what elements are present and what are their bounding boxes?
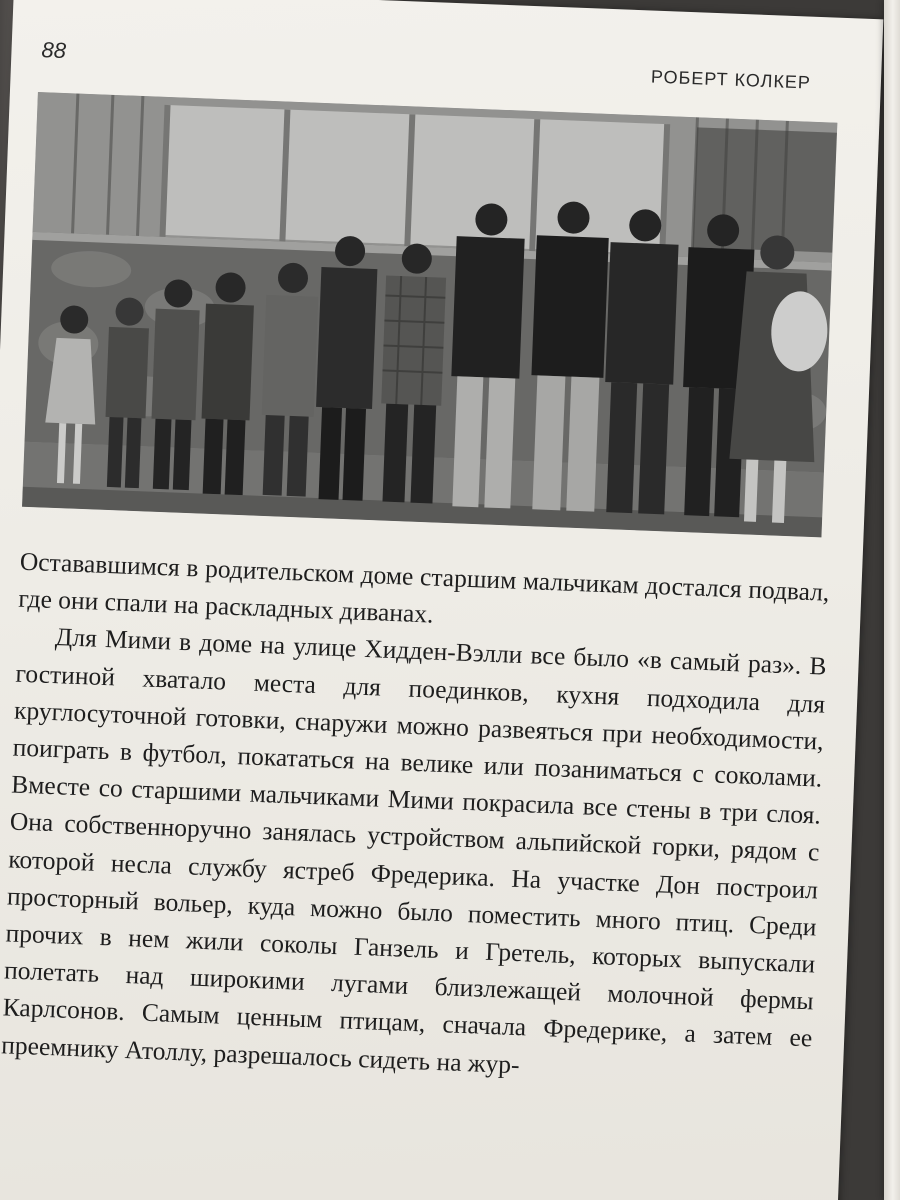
page-edge <box>884 0 900 1200</box>
paragraph-2: Для Мими в доме на улице Хидден-Вэлли все было «в самый раз». В гостиной хватало места для поединков, кухня подходила для круглосуточной готовки, снаружи можно развеяться при необходимости, поиграть в футбол, покататься на велике или позаниматься с соколами. Вместе со старшими мальчиками Мими покрасила все стены в три слоя. Она собственноручно занялась устройством альпийской горки, рядом с которой несла службу ястреб Фредерика. На участке Дон построил просторный вольер, куда можно было поместить много птиц. Среди прочих в нем жили соколы Ганзель и Гретель, которых выпускали полетать над широкими лугами близлежащей молочной фермы Карлсонов. Самым ценным птицам, сначала Фредерике, а затем ее преемнику Атоллу, разрешалось сидеть на жур- <box>0 622 828 1079</box>
family-photograph <box>22 92 837 537</box>
body-text <box>1 543 830 1095</box>
page-number: 88 <box>41 37 67 64</box>
paragraph-1: Остававшимся в родительском доме старшим мальчикам достался подвал, где они спали на раскладных диванах. <box>17 546 830 629</box>
running-title: РОБЕРТ КОЛКЕР <box>650 66 812 93</box>
